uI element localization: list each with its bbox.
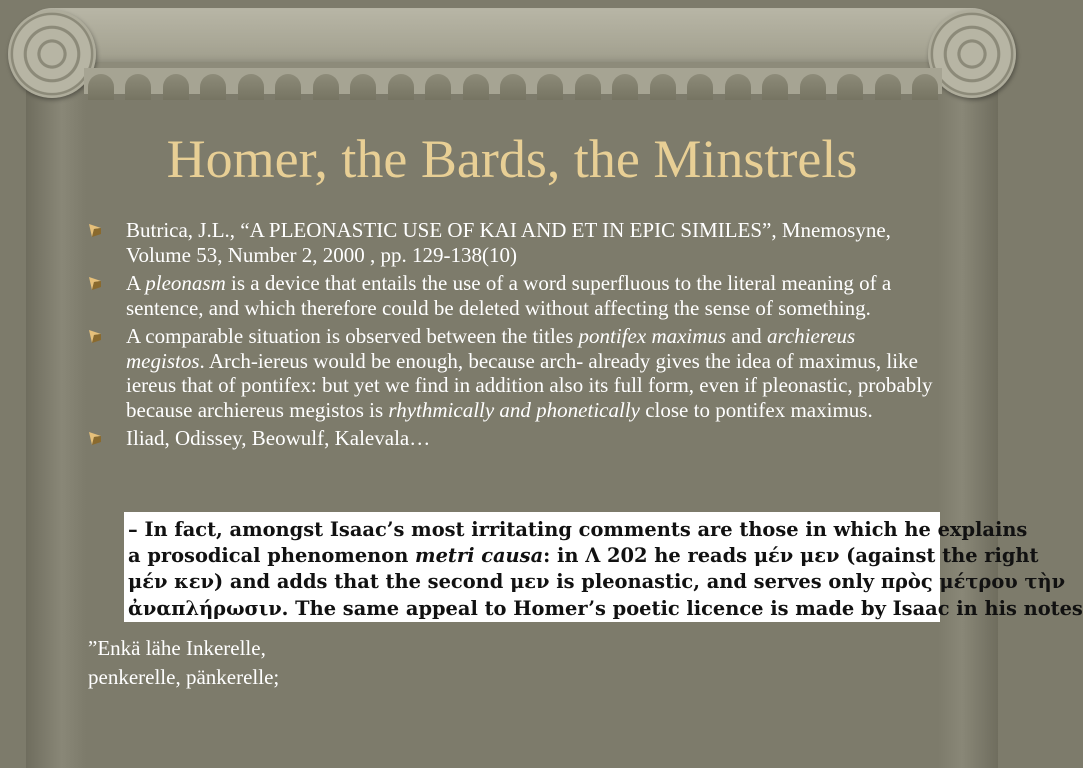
verse-line: penkerelle, pänkerelle; <box>88 665 280 689</box>
excerpt-line <box>128 569 1066 595</box>
text-segment: is a device that entails the use of a word superfluous to the literal meaning of a sentence, and which therefore could be deleted without affecting the sense of something. <box>126 271 892 320</box>
column-left-decoration <box>26 90 86 768</box>
bullet-list <box>86 218 936 455</box>
verse-quote <box>88 634 279 692</box>
bullet-text <box>126 426 430 450</box>
italic-text: pontifex maximus <box>578 324 727 348</box>
volute-left-icon <box>8 10 96 98</box>
bullet-text <box>126 218 891 267</box>
text-segment: and <box>726 324 767 348</box>
bullet-item <box>86 218 936 267</box>
text-segment: ἀναπλήρωσιν. The same appeal to Homer’s poetic licence is made by Isaac in his notes <box>128 596 1083 620</box>
dentil-frieze <box>84 68 942 94</box>
italic-text: archiereus megistos <box>126 324 856 373</box>
excerpt-line <box>128 596 1083 622</box>
bullet-arrow-icon <box>89 224 101 237</box>
text-segment: Iliad, Odissey, Beowulf, Kalevala… <box>126 426 431 450</box>
column-right-decoration <box>938 90 998 768</box>
text-segment: A <box>126 271 146 295</box>
text-segment: : in Λ 202 he reads μέν μεν (against the right <box>543 544 1039 568</box>
bullet-arrow-icon <box>89 432 101 445</box>
text-segment: μέν κεν) and adds that the second μεν is pleonastic, and serves only πρὸς μέτρου τὴν <box>128 570 1066 594</box>
bullet-text <box>126 324 933 422</box>
bullet-item <box>86 271 936 320</box>
ionic-capital-decoration <box>22 8 1002 68</box>
bullet-arrow-icon <box>89 330 101 343</box>
text-segment: . Arch-iereus would be enough, because arch- already gives the idea of maximus, like iereus that of pontifex: but yet we find in addition also its full form, even if pleonastic, probably because archiereus megistos is <box>126 348 933 422</box>
excerpt-image <box>124 512 1083 622</box>
italic-text: rhythmically and phonetically <box>388 397 640 422</box>
italic-text: pleonasm <box>145 271 226 295</box>
italic-text: metri causa <box>415 544 544 568</box>
text-segment: A comparable situation is observed between the titles <box>126 324 579 348</box>
excerpt-line <box>128 543 1039 569</box>
bullet-arrow-icon <box>89 277 101 290</box>
bullet-item <box>86 426 936 451</box>
slide-title: Homer, the Bards, the Minstrels <box>166 129 858 189</box>
bullet-item <box>86 324 936 422</box>
text-segment: Butrica, J.L., “A PLEONASTIC USE OF KAI AND ET IN EPIC SIMILES”, Mnemosyne, Volume 53, Number 2, 2000 , pp. 129-138(10) <box>126 218 891 267</box>
excerpt-line <box>128 517 1028 543</box>
verse-line: ”Enkä lähe Inkerelle, <box>88 636 266 660</box>
text-segment: – In fact, amongst Isaac’s most irritating comments are those in which he explains <box>128 518 1028 541</box>
text-segment: a prosodical phenomenon <box>128 544 416 568</box>
bullet-text <box>126 271 891 320</box>
text-segment: close to pontifex maximus. <box>639 397 873 422</box>
